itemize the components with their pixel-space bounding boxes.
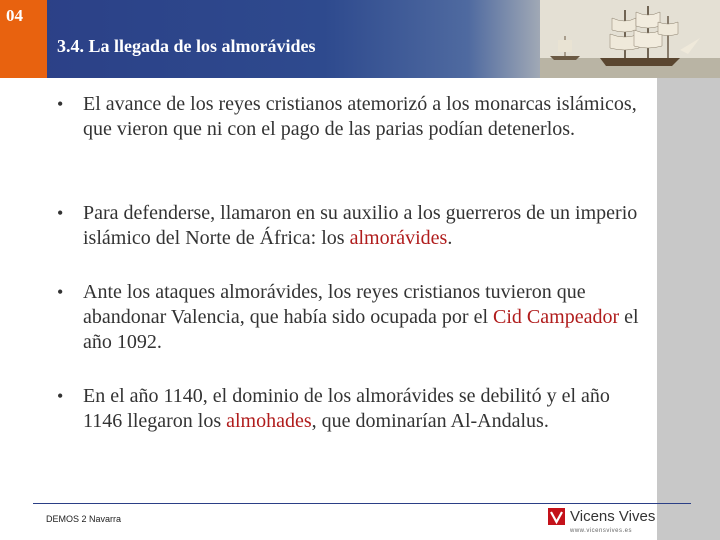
slide-number: 04 — [6, 6, 23, 25]
logo-mark-icon — [548, 508, 565, 525]
bullet-text: Ante los ataques almorávides, los reyes cristianos tuvieron que abandonar Valencia, que había sido ocupada por el — [83, 281, 586, 328]
logo-text: Vicens Vives — [570, 508, 656, 525]
bullet-text: , que dominarían Al-Andalus. — [311, 410, 549, 432]
slide-title: 3.4. La llegada de los almorávides — [57, 36, 316, 56]
highlighted-term: almohades — [226, 410, 312, 432]
highlighted-term: almorávides — [349, 227, 448, 249]
bullet-text: En el año 1140, el dominio de los almorávides se debilitó y el año 1146 llegaron los — [83, 385, 610, 432]
logo-url: www.vicensvives.es — [570, 528, 633, 534]
highlighted-term: Cid Campeador — [493, 306, 620, 328]
bullet-dot: • — [57, 386, 64, 406]
right-gray-strip — [657, 78, 720, 540]
bullet-item — [57, 92, 647, 142]
bullet-dot: • — [57, 203, 64, 223]
bullet-item — [57, 384, 647, 434]
footer-label: DEMOS 2 Navarra — [46, 514, 122, 524]
sailing-ship-illustration — [540, 0, 720, 78]
bullet-text: El avance de los reyes cristianos atemorizó a los monarcas islámicos, que vieron que ni con el pago de las parias podían detenerlos. — [83, 93, 637, 140]
bullet-item — [57, 280, 647, 355]
bullet-text: . — [447, 227, 453, 249]
slide-number-tab — [0, 0, 47, 78]
bullet-item — [57, 201, 647, 251]
bullet-text: el año 1092. — [83, 306, 639, 353]
bullet-dot: • — [57, 94, 64, 114]
footer-divider — [33, 503, 691, 504]
bullet-text: Para defenderse, llamaron en su auxilio a los guerreros de un imperio islámico del Norte de África: los — [83, 202, 638, 249]
bullet-dot: • — [57, 282, 64, 302]
